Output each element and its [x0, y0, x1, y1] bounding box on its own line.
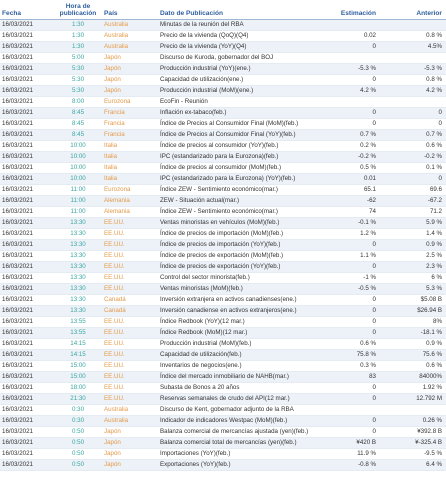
- column-header-estimacion: Estimación: [322, 0, 378, 19]
- cell-fecha: 16/03/2021: [0, 294, 54, 305]
- cell-estimacion: 0: [322, 426, 378, 437]
- cell-hora: 13:30: [54, 250, 102, 261]
- table-row: [0, 184, 446, 195]
- cell-dato: Precio de la vivienda (QoQ)(Q4): [158, 30, 322, 41]
- cell-dato: Inversión canadiense en activos extranjeros(ene.): [158, 305, 322, 316]
- cell-pais: Australia: [102, 30, 158, 41]
- table-row: [0, 294, 446, 305]
- cell-hora: 5:00: [54, 52, 102, 63]
- cell-hora: 14:15: [54, 349, 102, 360]
- cell-hora: 0:50: [54, 426, 102, 437]
- table-row: [0, 426, 446, 437]
- cell-fecha: 16/03/2021: [0, 30, 54, 41]
- cell-estimacion: 1.2 %: [322, 228, 378, 239]
- cell-pais: Eurozona: [102, 96, 158, 107]
- cell-fecha: 16/03/2021: [0, 382, 54, 393]
- cell-estimacion: -0.2 %: [322, 151, 378, 162]
- table-row: [0, 151, 446, 162]
- cell-anterior: 5.3 %: [378, 283, 446, 294]
- cell-dato: Índice de Precios al Consumidor Final (MoM)(feb.): [158, 118, 322, 129]
- cell-estimacion: 83: [322, 371, 378, 382]
- cell-fecha: 16/03/2021: [0, 19, 54, 30]
- cell-anterior: -0.2 %: [378, 151, 446, 162]
- cell-estimacion: 0: [322, 41, 378, 52]
- cell-hora: 14:15: [54, 338, 102, 349]
- cell-dato: Índice de Precios al Consumidor Final (YoY)(feb.): [158, 129, 322, 140]
- cell-fecha: 16/03/2021: [0, 52, 54, 63]
- cell-fecha: 16/03/2021: [0, 96, 54, 107]
- cell-estimacion: 4.2 %: [322, 85, 378, 96]
- cell-dato: Índice ZEW - Sentimiento económico(mar.): [158, 206, 322, 217]
- table-row: [0, 107, 446, 118]
- cell-dato: ZEW - Situación actual(mar.): [158, 195, 322, 206]
- cell-anterior: 12.792 M: [378, 393, 446, 404]
- cell-pais: Japón: [102, 437, 158, 448]
- cell-pais: EE.UU.: [102, 338, 158, 349]
- table-row: [0, 283, 446, 294]
- cell-fecha: 16/03/2021: [0, 250, 54, 261]
- table-row: [0, 63, 446, 74]
- cell-hora: 8:00: [54, 96, 102, 107]
- cell-dato: Discurso de Kent, gobernador adjunto de la RBA: [158, 404, 322, 415]
- cell-anterior: 69.6: [378, 184, 446, 195]
- cell-pais: Japón: [102, 85, 158, 96]
- cell-estimacion: 0: [322, 305, 378, 316]
- table-row: [0, 30, 446, 41]
- cell-estimacion: [322, 96, 378, 107]
- cell-hora: 13:30: [54, 294, 102, 305]
- cell-fecha: 16/03/2021: [0, 184, 54, 195]
- table-row: [0, 129, 446, 140]
- cell-anterior: 0.8 %: [378, 30, 446, 41]
- cell-anterior: 71.2: [378, 206, 446, 217]
- cell-hora: 10:00: [54, 173, 102, 184]
- cell-fecha: 16/03/2021: [0, 316, 54, 327]
- cell-dato: Producción industrial (MoM)(ene.): [158, 85, 322, 96]
- cell-hora: 13:30: [54, 305, 102, 316]
- cell-hora: 0:50: [54, 448, 102, 459]
- cell-hora: 10:00: [54, 140, 102, 151]
- cell-fecha: 16/03/2021: [0, 305, 54, 316]
- cell-hora: 21:30: [54, 393, 102, 404]
- cell-fecha: 16/03/2021: [0, 129, 54, 140]
- cell-fecha: 16/03/2021: [0, 63, 54, 74]
- table-row: [0, 206, 446, 217]
- table-row: [0, 272, 446, 283]
- table-row: [0, 140, 446, 151]
- cell-pais: EE.UU.: [102, 272, 158, 283]
- cell-fecha: 16/03/2021: [0, 327, 54, 338]
- cell-hora: 13:55: [54, 316, 102, 327]
- table-row: [0, 316, 446, 327]
- table-row: [0, 74, 446, 85]
- cell-estimacion: 0: [322, 107, 378, 118]
- cell-fecha: 16/03/2021: [0, 217, 54, 228]
- column-header-dato: Dato de Publicación: [158, 0, 322, 19]
- cell-pais: Japón: [102, 74, 158, 85]
- cell-fecha: 16/03/2021: [0, 228, 54, 239]
- cell-pais: Eurozona: [102, 184, 158, 195]
- cell-anterior: ¥392.8 B: [378, 426, 446, 437]
- cell-dato: Producción industrial (YoY)(ene.): [158, 63, 322, 74]
- cell-pais: Italia: [102, 151, 158, 162]
- cell-estimacion: 0: [322, 261, 378, 272]
- cell-anterior: 0.9 %: [378, 239, 446, 250]
- cell-pais: EE.UU.: [102, 382, 158, 393]
- cell-dato: Inventarios de negocios(ene.): [158, 360, 322, 371]
- cell-estimacion: 1.1 %: [322, 250, 378, 261]
- cell-anterior: 0.1 %: [378, 162, 446, 173]
- cell-fecha: 16/03/2021: [0, 360, 54, 371]
- cell-dato: Ventas minoristas (MoM)(feb.): [158, 283, 322, 294]
- cell-hora: 0:30: [54, 404, 102, 415]
- cell-anterior: ¥-325.4 B: [378, 437, 446, 448]
- cell-fecha: 16/03/2021: [0, 74, 54, 85]
- cell-anterior: -67.2: [378, 195, 446, 206]
- cell-estimacion: -0.1 %: [322, 217, 378, 228]
- table-row: [0, 371, 446, 382]
- table-row: [0, 327, 446, 338]
- cell-pais: Francia: [102, 107, 158, 118]
- cell-estimacion: [322, 19, 378, 30]
- table-row: [0, 173, 446, 184]
- cell-anterior: [378, 96, 446, 107]
- cell-estimacion: -5.3 %: [322, 63, 378, 74]
- cell-fecha: 16/03/2021: [0, 448, 54, 459]
- cell-dato: Balanza comercial total de mercancías (yen)(feb.): [158, 437, 322, 448]
- cell-hora: 13:30: [54, 228, 102, 239]
- cell-estimacion: [322, 404, 378, 415]
- table-row: [0, 239, 446, 250]
- cell-hora: 8:45: [54, 107, 102, 118]
- table-row: [0, 437, 446, 448]
- cell-fecha: 16/03/2021: [0, 283, 54, 294]
- cell-pais: Australia: [102, 415, 158, 426]
- cell-fecha: 16/03/2021: [0, 393, 54, 404]
- cell-pais: EE.UU.: [102, 250, 158, 261]
- cell-dato: Índice de precios al consumidor (MoM)(feb.): [158, 162, 322, 173]
- cell-anterior: 0.9 %: [378, 338, 446, 349]
- cell-estimacion: 0.02: [322, 30, 378, 41]
- cell-anterior: 1.4 %: [378, 228, 446, 239]
- cell-hora: 10:00: [54, 162, 102, 173]
- cell-estimacion: 0: [322, 415, 378, 426]
- cell-fecha: 16/03/2021: [0, 118, 54, 129]
- cell-estimacion: 75.8 %: [322, 349, 378, 360]
- cell-dato: Índice de precios al consumidor (YoY)(feb.): [158, 140, 322, 151]
- cell-estimacion: -1 %: [322, 272, 378, 283]
- cell-hora: 8:45: [54, 118, 102, 129]
- cell-fecha: 16/03/2021: [0, 349, 54, 360]
- cell-fecha: 16/03/2021: [0, 415, 54, 426]
- table-row: [0, 459, 446, 470]
- table-row: [0, 404, 446, 415]
- cell-hora: 0:30: [54, 415, 102, 426]
- cell-fecha: 16/03/2021: [0, 162, 54, 173]
- cell-hora: 0:50: [54, 459, 102, 470]
- cell-dato: Índice del mercado inmobiliario de NAHB(mar.): [158, 371, 322, 382]
- cell-dato: Minutas de la reunión del RBA: [158, 19, 322, 30]
- cell-pais: EE.UU.: [102, 239, 158, 250]
- header-row: [0, 0, 446, 19]
- cell-estimacion: 0.3 %: [322, 360, 378, 371]
- cell-hora: 18:00: [54, 382, 102, 393]
- cell-hora: 15:00: [54, 371, 102, 382]
- cell-estimacion: -0.8 %: [322, 459, 378, 470]
- cell-anterior: 84000%: [378, 371, 446, 382]
- cell-hora: 1:30: [54, 19, 102, 30]
- cell-anterior: $26.94 B: [378, 305, 446, 316]
- cell-fecha: 16/03/2021: [0, 261, 54, 272]
- cell-anterior: 5.9 %: [378, 217, 446, 228]
- table-header: [0, 0, 446, 19]
- cell-fecha: 16/03/2021: [0, 173, 54, 184]
- cell-fecha: 16/03/2021: [0, 140, 54, 151]
- cell-pais: EE.UU.: [102, 349, 158, 360]
- cell-hora: 13:55: [54, 327, 102, 338]
- cell-anterior: 0.8 %: [378, 74, 446, 85]
- cell-dato: Ventas minoristas en vehículos (MoM)(feb.): [158, 217, 322, 228]
- cell-fecha: 16/03/2021: [0, 239, 54, 250]
- table-row: [0, 415, 446, 426]
- cell-hora: 8:45: [54, 129, 102, 140]
- cell-dato: EcoFin - Reunión: [158, 96, 322, 107]
- cell-dato: Índice Redbook (YoY)(12 mar.): [158, 316, 322, 327]
- cell-anterior: 0.7 %: [378, 129, 446, 140]
- table-row: [0, 250, 446, 261]
- cell-anterior: 4.2 %: [378, 85, 446, 96]
- cell-pais: EE.UU.: [102, 228, 158, 239]
- cell-anterior: 8%: [378, 316, 446, 327]
- cell-fecha: 16/03/2021: [0, 151, 54, 162]
- cell-dato: Discurso de Kuroda, gobernador del BOJ: [158, 52, 322, 63]
- cell-fecha: 16/03/2021: [0, 459, 54, 470]
- cell-hora: 13:30: [54, 239, 102, 250]
- cell-dato: Exportaciones (YoY)(feb.): [158, 459, 322, 470]
- table-row: [0, 305, 446, 316]
- cell-fecha: 16/03/2021: [0, 85, 54, 96]
- cell-anterior: 0.6 %: [378, 140, 446, 151]
- cell-dato: Reservas semanales de crudo del API(12 mar.): [158, 393, 322, 404]
- cell-estimacion: 0: [322, 74, 378, 85]
- cell-hora: 5:30: [54, 63, 102, 74]
- table-row: [0, 382, 446, 393]
- cell-pais: Italia: [102, 173, 158, 184]
- table-row: [0, 195, 446, 206]
- table-row: [0, 19, 446, 30]
- cell-dato: Índice de precios de importación (YoY)(feb.): [158, 239, 322, 250]
- cell-estimacion: 0: [322, 118, 378, 129]
- cell-hora: 10:00: [54, 151, 102, 162]
- cell-fecha: 16/03/2021: [0, 437, 54, 448]
- table-body: [0, 19, 446, 470]
- cell-pais: Francia: [102, 129, 158, 140]
- cell-estimacion: 0.2 %: [322, 140, 378, 151]
- cell-pais: Alemania: [102, 195, 158, 206]
- cell-anterior: 75.6 %: [378, 349, 446, 360]
- cell-hora: 13:30: [54, 283, 102, 294]
- cell-hora: 15:00: [54, 360, 102, 371]
- cell-hora: 0:50: [54, 437, 102, 448]
- cell-hora: 13:30: [54, 272, 102, 283]
- cell-estimacion: ¥420 B: [322, 437, 378, 448]
- cell-pais: Alemania: [102, 206, 158, 217]
- cell-anterior: [378, 52, 446, 63]
- cell-fecha: 16/03/2021: [0, 272, 54, 283]
- table-row: [0, 85, 446, 96]
- cell-pais: Australia: [102, 404, 158, 415]
- cell-estimacion: 0: [322, 382, 378, 393]
- cell-dato: Índice ZEW - Sentimiento económico(mar.): [158, 184, 322, 195]
- cell-dato: Control del sector minorista(feb.): [158, 272, 322, 283]
- cell-estimacion: 74: [322, 206, 378, 217]
- cell-pais: EE.UU.: [102, 327, 158, 338]
- cell-dato: Índice de precios de exportación (YoY)(feb.): [158, 261, 322, 272]
- cell-dato: Precio de la vivienda (YoY)(Q4): [158, 41, 322, 52]
- cell-pais: EE.UU.: [102, 371, 158, 382]
- cell-hora: 13:30: [54, 217, 102, 228]
- column-header-fecha: Fecha: [0, 0, 54, 19]
- cell-pais: Canadá: [102, 294, 158, 305]
- cell-anterior: 0.26 %: [378, 415, 446, 426]
- cell-dato: Índice Redbook (MoM)(12 mar.): [158, 327, 322, 338]
- cell-estimacion: [322, 52, 378, 63]
- cell-estimacion: 0.7 %: [322, 129, 378, 140]
- cell-dato: IPC (estandarizado para la Eurozona)(feb.): [158, 151, 322, 162]
- cell-dato: Índice de precios de importación (MoM)(feb.): [158, 228, 322, 239]
- table-row: [0, 41, 446, 52]
- cell-anterior: 0: [378, 107, 446, 118]
- cell-estimacion: 65.1: [322, 184, 378, 195]
- cell-fecha: 16/03/2021: [0, 107, 54, 118]
- cell-hora: 11:00: [54, 184, 102, 195]
- cell-pais: Canadá: [102, 305, 158, 316]
- cell-estimacion: 11.9 %: [322, 448, 378, 459]
- table-row: [0, 349, 446, 360]
- cell-pais: Japón: [102, 52, 158, 63]
- cell-fecha: 16/03/2021: [0, 195, 54, 206]
- cell-hora: 5:30: [54, 74, 102, 85]
- cell-estimacion: -62: [322, 195, 378, 206]
- cell-hora: 1:30: [54, 41, 102, 52]
- cell-anterior: 6.4 %: [378, 459, 446, 470]
- cell-dato: IPC (estandarizado para la Eurozona) (YoY)(feb.): [158, 173, 322, 184]
- cell-hora: 1:30: [54, 30, 102, 41]
- cell-dato: Balanza comercial de mercancías ajustada (yen)(feb.): [158, 426, 322, 437]
- cell-fecha: 16/03/2021: [0, 404, 54, 415]
- cell-pais: EE.UU.: [102, 360, 158, 371]
- cell-fecha: 16/03/2021: [0, 371, 54, 382]
- table-row: [0, 393, 446, 404]
- cell-anterior: 0.6 %: [378, 360, 446, 371]
- cell-estimacion: 0.5 %: [322, 162, 378, 173]
- cell-pais: Japón: [102, 448, 158, 459]
- cell-hora: 11:00: [54, 195, 102, 206]
- cell-pais: Australia: [102, 19, 158, 30]
- cell-pais: Francia: [102, 118, 158, 129]
- cell-estimacion: 0.01: [322, 173, 378, 184]
- cell-anterior: 0: [378, 173, 446, 184]
- cell-pais: EE.UU.: [102, 393, 158, 404]
- cell-pais: EE.UU.: [102, 217, 158, 228]
- cell-anterior: -18.1 %: [378, 327, 446, 338]
- cell-anterior: 1.92 %: [378, 382, 446, 393]
- cell-anterior: 4.5%: [378, 41, 446, 52]
- cell-dato: Inflación ex-tabaco(feb.): [158, 107, 322, 118]
- cell-anterior: [378, 404, 446, 415]
- cell-dato: Índice de precios de exportación (MoM)(feb.): [158, 250, 322, 261]
- table-row: [0, 261, 446, 272]
- cell-pais: Italia: [102, 140, 158, 151]
- table-row: [0, 118, 446, 129]
- cell-fecha: 16/03/2021: [0, 206, 54, 217]
- column-header-pais: País: [102, 0, 158, 19]
- cell-dato: Capacidad de utilización(feb.): [158, 349, 322, 360]
- cell-pais: Japón: [102, 63, 158, 74]
- table-row: [0, 228, 446, 239]
- cell-dato: Indicador de indicadores Westpac (MoM)(feb.): [158, 415, 322, 426]
- cell-anterior: 0: [378, 118, 446, 129]
- cell-estimacion: 0: [322, 393, 378, 404]
- cell-pais: EE.UU.: [102, 261, 158, 272]
- cell-dato: Inversión extranjera en activos canadienses(ene.): [158, 294, 322, 305]
- cell-pais: EE.UU.: [102, 283, 158, 294]
- cell-estimacion: 0: [322, 239, 378, 250]
- cell-anterior: 2.5 %: [378, 250, 446, 261]
- cell-dato: Importaciones (YoY)(feb.): [158, 448, 322, 459]
- cell-fecha: 16/03/2021: [0, 41, 54, 52]
- column-header-hora: Hora de publicación: [54, 0, 102, 19]
- cell-hora: 11:00: [54, 206, 102, 217]
- table-row: [0, 448, 446, 459]
- table-row: [0, 162, 446, 173]
- cell-dato: Subasta de Bonos a 20 años: [158, 382, 322, 393]
- cell-estimacion: 0: [322, 327, 378, 338]
- cell-pais: EE.UU.: [102, 316, 158, 327]
- cell-pais: Italia: [102, 162, 158, 173]
- cell-anterior: $5.08 B: [378, 294, 446, 305]
- cell-estimacion: 0: [322, 316, 378, 327]
- cell-anterior: -5.3 %: [378, 63, 446, 74]
- cell-estimacion: -0.5 %: [322, 283, 378, 294]
- cell-anterior: -9.5 %: [378, 448, 446, 459]
- table-row: [0, 338, 446, 349]
- cell-fecha: 16/03/2021: [0, 338, 54, 349]
- cell-dato: Capacidad de utilización(ene.): [158, 74, 322, 85]
- table-row: [0, 52, 446, 63]
- cell-pais: Australia: [102, 41, 158, 52]
- cell-pais: Japón: [102, 426, 158, 437]
- cell-anterior: [378, 19, 446, 30]
- cell-anterior: 2.3 %: [378, 261, 446, 272]
- cell-hora: 13:30: [54, 261, 102, 272]
- cell-anterior: 6 %: [378, 272, 446, 283]
- table-row: [0, 360, 446, 371]
- cell-pais: Japón: [102, 459, 158, 470]
- table-row: [0, 217, 446, 228]
- cell-hora: 5:30: [54, 85, 102, 96]
- cell-estimacion: 0.6 %: [322, 338, 378, 349]
- column-header-anterior: Anterior: [378, 0, 446, 19]
- cell-dato: Producción industrial (MoM)(feb.): [158, 338, 322, 349]
- cell-fecha: 16/03/2021: [0, 426, 54, 437]
- table-row: [0, 96, 446, 107]
- cell-estimacion: 0: [322, 294, 378, 305]
